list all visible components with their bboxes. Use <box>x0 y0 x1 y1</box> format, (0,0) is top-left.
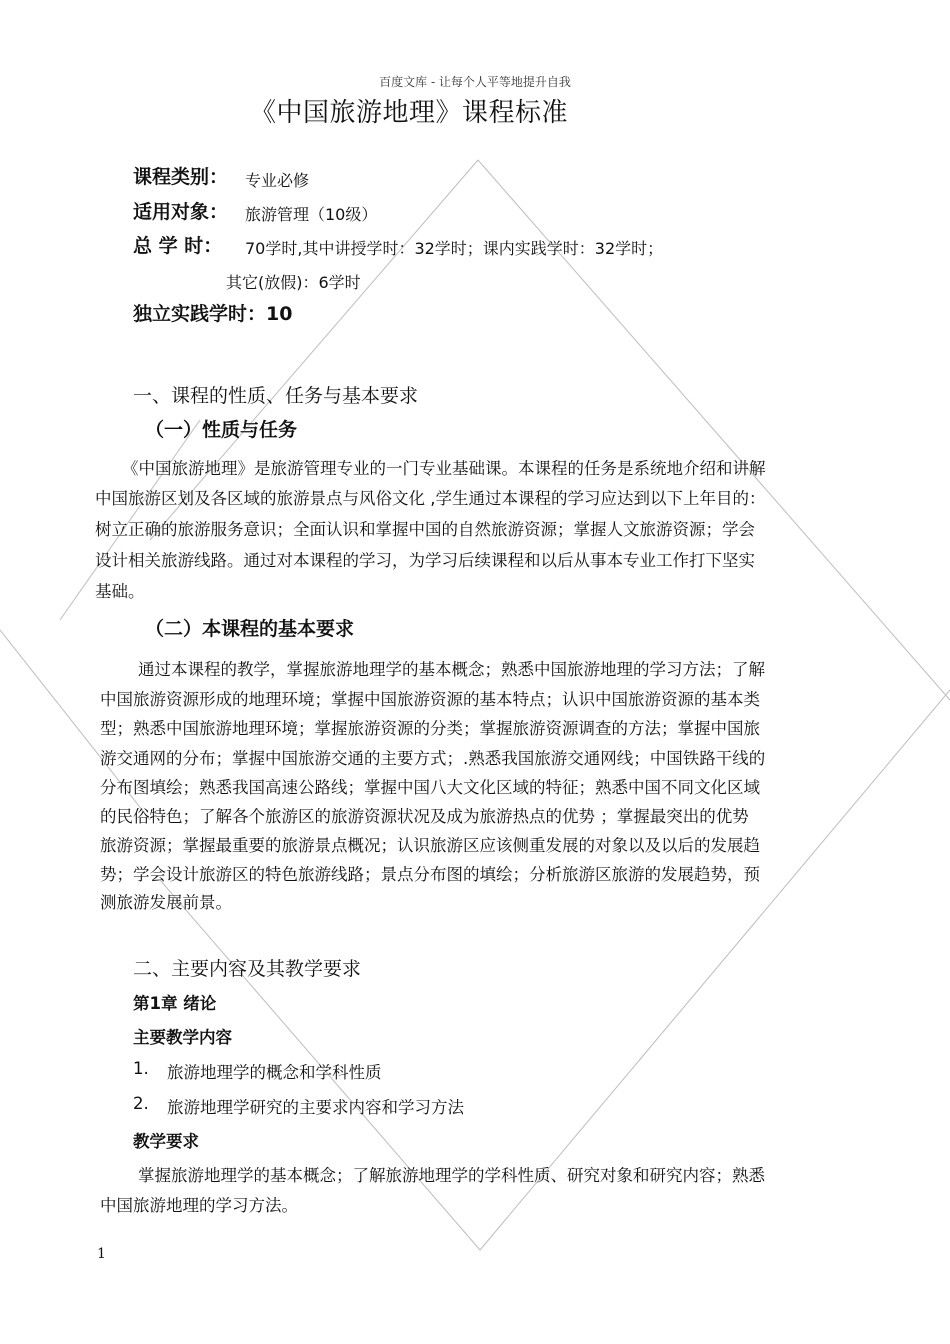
requirements-line: 掌握旅游地理学的基本概念；了解旅游地理学的学科性质、研究对象和研究内容；熟悉 <box>138 1166 765 1185</box>
para2-line: 测旅游发展前景。 <box>100 893 232 912</box>
para2-line: 的民俗特色；了解各个旅游区的旅游资源状况及成为旅游热点的优势 ；掌握最突出的优势 <box>100 807 749 826</box>
para2-line: 分布图填绘；熟悉我国高速公路线；掌握中国八大文化区域的特征；熟悉中国不同文化区域 <box>100 778 760 797</box>
target-label: 适用对象： <box>133 201 229 223</box>
para1-line: 基础。 <box>95 582 145 601</box>
independent-hours: 独立实践学时：10 <box>133 303 293 325</box>
section1-sub2: （二）本课程的基本要求 <box>145 618 355 640</box>
para2-line: 型；熟悉中国旅游地理环境；掌握旅游资源的分类；掌握旅游资源调查的方法；掌握中国旅 <box>100 719 760 738</box>
list-item-number: 2. <box>133 1094 149 1113</box>
list-item: 旅游地理学的概念和学科性质 <box>167 1063 382 1082</box>
para1-line: 设计相关旅游线路。通过对本课程的学习，为学习后续课程和以后从事本专业工作打下坚实 <box>95 551 755 570</box>
section1-heading: 一、课程的性质、任务与基本要求 <box>133 385 419 407</box>
target-value: 旅游管理（10级） <box>245 205 378 224</box>
hours-label: 总 学 时： <box>133 235 223 257</box>
requirements-label: 教学要求 <box>133 1132 199 1151</box>
list-item-number: 1. <box>133 1059 149 1078</box>
list-item: 旅游地理学研究的主要求内容和学习方法 <box>167 1098 464 1117</box>
section2-heading: 二、主要内容及其教学要求 <box>133 958 362 980</box>
para1-line: 《中国旅游地理》是旅游管理专业的一门专业基础课。本课程的任务是系统地介绍和讲解 <box>122 459 766 478</box>
para2-line: 势；学会设计旅游区的特色旅游线路；景点分布图的填绘；分析旅游区旅游的发展趋势，预 <box>100 865 760 884</box>
para1-line: 树立正确的旅游服务意识；全面认识和掌握中国的自然旅游资源；掌握人文旅游资源；学会 <box>95 520 755 539</box>
section1-sub1: （一）性质与任务 <box>145 419 298 441</box>
page-header: 百度文库 - 让每个人平等地提升自我 <box>379 75 571 89</box>
para2-line: 中国旅游资源形成的地理环境；掌握中国旅游资源的基本特点；认识中国旅游资源的基本类 <box>100 690 760 709</box>
category-value: 专业必修 <box>245 171 310 190</box>
chapter-title: 第1章 绪论 <box>133 994 217 1013</box>
para2-line: 旅游资源；掌握最重要的旅游景点概况；认识旅游区应该侧重发展的对象以及以后的发展趋 <box>100 836 760 855</box>
page-number: 1 <box>97 1246 106 1262</box>
para1-line: 中国旅游区划及各区域的旅游景点与风俗文化 ,学生通过本课程的学习应达到以下上年目的： <box>95 489 766 508</box>
content-label: 主要教学内容 <box>133 1028 232 1047</box>
para2-line: 游交通网的分布；掌握中国旅游交通的主要方式；.熟悉我国旅游交通网线；中国铁路干线的 <box>100 749 766 768</box>
page-title: 《中国旅游地理》课程标准 <box>250 98 569 128</box>
para2-line: 通过本课程的教学，掌握旅游地理学的基本概念；熟悉中国旅游地理的学习方法；了解 <box>138 660 765 679</box>
category-label: 课程类别： <box>133 166 229 188</box>
hours-value: 70学时,其中讲授学时：32学时；课内实践学时：32学时； <box>245 239 664 258</box>
hours-value-2: 其它(放假)：6学时 <box>226 273 361 292</box>
requirements-line: 中国旅游地理的学习方法。 <box>100 1196 298 1215</box>
